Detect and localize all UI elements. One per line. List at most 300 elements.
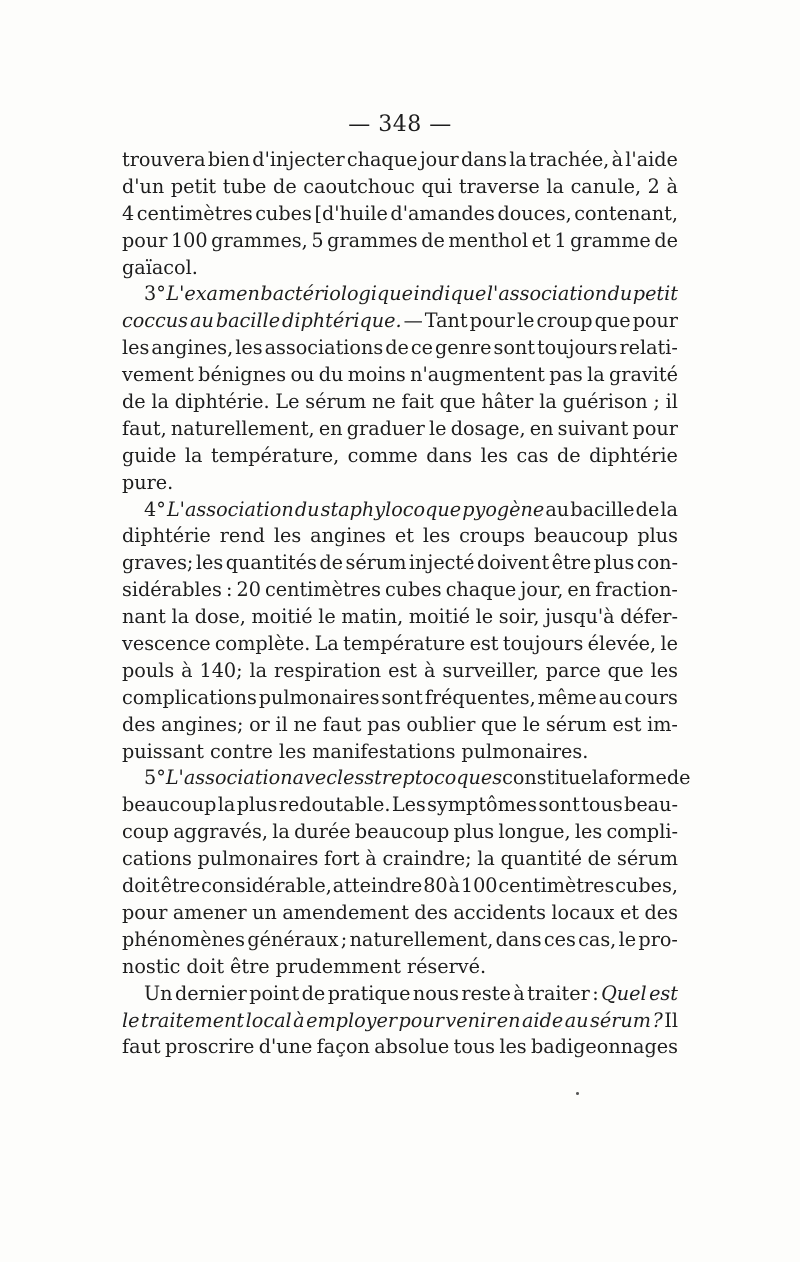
word: quantités bbox=[225, 551, 317, 575]
word: traiter bbox=[527, 981, 590, 1005]
text-line bbox=[122, 577, 678, 604]
word: tous bbox=[581, 793, 623, 817]
word: traitement bbox=[141, 1008, 245, 1032]
word: température, bbox=[210, 443, 340, 467]
word: vement bbox=[122, 363, 194, 387]
word: complète. bbox=[214, 632, 311, 656]
word: cas, bbox=[578, 927, 617, 951]
word: ce bbox=[410, 336, 433, 360]
word: le bbox=[318, 605, 336, 629]
word: sidérables bbox=[122, 578, 222, 602]
word: amener bbox=[172, 900, 247, 924]
word: jour, bbox=[520, 578, 564, 602]
word: caoutchouc bbox=[303, 174, 415, 198]
word: amendement bbox=[282, 900, 409, 924]
word: la bbox=[587, 363, 605, 387]
text-line bbox=[122, 308, 678, 335]
word: venir bbox=[445, 1008, 496, 1032]
word: sérum bbox=[545, 712, 607, 736]
word: surveiller, bbox=[442, 658, 539, 682]
word: coccus bbox=[122, 309, 188, 333]
word: gaïacol. bbox=[122, 255, 198, 279]
word: 4° bbox=[144, 497, 166, 521]
word: nostic bbox=[122, 954, 181, 978]
word: n'augmentent bbox=[410, 363, 545, 387]
word: : bbox=[225, 578, 233, 602]
word: graduer bbox=[346, 416, 425, 440]
word: jour bbox=[419, 148, 459, 171]
word: compli- bbox=[606, 820, 678, 844]
word: à bbox=[611, 148, 624, 171]
text-line bbox=[122, 819, 678, 846]
word: Un bbox=[144, 981, 173, 1005]
word: ; bbox=[653, 390, 660, 414]
word: les bbox=[336, 766, 365, 790]
word: faut bbox=[122, 1035, 161, 1059]
word: symptômes bbox=[427, 793, 537, 817]
text-line bbox=[122, 765, 691, 792]
word: 4 bbox=[122, 201, 135, 225]
word: gramme bbox=[570, 228, 651, 252]
word: les bbox=[122, 336, 150, 360]
word: absolue bbox=[374, 1035, 450, 1059]
word: badigeonnages bbox=[530, 1035, 678, 1059]
word: douces, bbox=[497, 201, 572, 225]
word: toujours bbox=[502, 632, 584, 656]
word: fréquentes, bbox=[424, 685, 536, 709]
word: Il bbox=[664, 1008, 678, 1032]
word: 80 bbox=[423, 874, 448, 898]
word: vescence bbox=[122, 632, 211, 656]
word: accidents bbox=[453, 900, 546, 924]
word: doit bbox=[122, 874, 160, 898]
word: et bbox=[531, 228, 551, 252]
word: pour bbox=[398, 1008, 444, 1032]
word: beaucoup bbox=[354, 820, 450, 844]
word: [d'huile bbox=[314, 201, 388, 225]
word: à bbox=[365, 847, 377, 871]
word: en bbox=[529, 416, 554, 440]
word: pour bbox=[632, 309, 678, 333]
word: hâter bbox=[481, 390, 534, 414]
word: généraux bbox=[247, 927, 339, 951]
word: oublier bbox=[406, 712, 476, 736]
word: tous bbox=[453, 1035, 495, 1059]
word: ? bbox=[652, 1008, 663, 1032]
word: bien bbox=[207, 148, 251, 171]
word: qui bbox=[421, 174, 453, 198]
word: à bbox=[423, 658, 436, 682]
text-line bbox=[122, 712, 678, 739]
word: forme bbox=[609, 766, 667, 790]
word: 2 bbox=[647, 174, 660, 198]
text-line bbox=[122, 792, 678, 819]
word: cas bbox=[516, 443, 549, 467]
word: du bbox=[318, 363, 344, 387]
text-line bbox=[122, 900, 678, 927]
word: considérable, bbox=[201, 874, 332, 898]
word: plus bbox=[453, 820, 495, 844]
word: la bbox=[184, 443, 203, 467]
word: ou bbox=[290, 363, 315, 387]
word: d'un bbox=[122, 174, 165, 198]
word: que bbox=[607, 658, 644, 682]
word: puissant bbox=[122, 739, 204, 763]
word: moins bbox=[347, 363, 406, 387]
word: canule, bbox=[570, 174, 642, 198]
word: sérum bbox=[345, 551, 407, 575]
word: pyogène bbox=[462, 497, 545, 521]
text-line bbox=[122, 362, 678, 389]
word: staphylocoque bbox=[320, 497, 462, 521]
word: au bbox=[545, 497, 570, 521]
word: pro- bbox=[638, 927, 678, 951]
word: la bbox=[546, 174, 564, 198]
word: traverse bbox=[458, 174, 540, 198]
word: les bbox=[278, 739, 307, 763]
word: un bbox=[252, 900, 277, 924]
word: 20 bbox=[236, 578, 261, 602]
word: longue, bbox=[498, 820, 571, 844]
word: sérum bbox=[590, 1008, 651, 1032]
word: quantité bbox=[500, 847, 582, 871]
word: naturellement, bbox=[349, 927, 494, 951]
word: pas bbox=[549, 363, 583, 387]
word: d'amandes bbox=[390, 201, 495, 225]
word: fort bbox=[324, 847, 360, 871]
word: la bbox=[151, 390, 169, 414]
word: suivant bbox=[557, 416, 629, 440]
word: 5° bbox=[144, 766, 166, 790]
word: — bbox=[403, 309, 423, 333]
word: contenant, bbox=[574, 201, 678, 225]
word: est bbox=[649, 981, 678, 1005]
word: : bbox=[592, 981, 599, 1005]
word: est bbox=[388, 658, 418, 682]
word: les bbox=[273, 524, 302, 548]
word: température bbox=[343, 632, 466, 656]
word: le bbox=[122, 1008, 140, 1032]
word: constitue bbox=[502, 766, 592, 790]
word: cubes, bbox=[615, 874, 678, 898]
word: rend bbox=[219, 524, 265, 548]
word: est bbox=[469, 632, 499, 656]
word: gravité bbox=[609, 363, 678, 387]
word: nous bbox=[412, 981, 459, 1005]
word: 140; bbox=[199, 658, 243, 682]
text-line bbox=[122, 1008, 678, 1035]
word: le bbox=[522, 712, 541, 736]
word: pour bbox=[632, 416, 678, 440]
word: ne bbox=[371, 390, 396, 414]
word: bacille bbox=[570, 497, 635, 521]
word: sérum bbox=[616, 847, 678, 871]
word: de bbox=[421, 228, 445, 252]
word: 3° bbox=[144, 282, 166, 306]
word: d'injecter bbox=[252, 148, 345, 171]
word: parce bbox=[545, 658, 601, 682]
word: ces bbox=[543, 927, 576, 951]
text-line bbox=[122, 873, 678, 900]
word: contre bbox=[209, 739, 273, 763]
text-line bbox=[122, 981, 678, 1008]
text-line bbox=[122, 228, 678, 255]
word: les bbox=[480, 443, 508, 467]
word: dosage, bbox=[450, 416, 526, 440]
word: être bbox=[551, 551, 592, 575]
word: coup bbox=[122, 820, 169, 844]
word: faut bbox=[322, 712, 362, 736]
word: cours bbox=[624, 685, 678, 709]
text-line bbox=[122, 443, 678, 470]
word: con- bbox=[636, 551, 678, 575]
word: diphtérie bbox=[589, 443, 678, 467]
word: des bbox=[644, 900, 678, 924]
text-line bbox=[122, 255, 678, 282]
word: trouvera bbox=[122, 148, 206, 171]
text-line bbox=[122, 739, 678, 766]
page-number: — 348 — bbox=[348, 112, 452, 137]
word: manifestations bbox=[312, 739, 456, 763]
word: cations bbox=[122, 847, 192, 871]
word: 1 bbox=[554, 228, 567, 252]
word: bénignes bbox=[198, 363, 287, 387]
word: les bbox=[574, 820, 603, 844]
word: pulmonaires bbox=[197, 847, 319, 871]
text-line bbox=[122, 147, 678, 174]
word: beaucoup bbox=[122, 793, 217, 817]
word: plus bbox=[593, 551, 635, 575]
word: L'examen bbox=[166, 282, 260, 306]
word: diphtérique. bbox=[282, 309, 402, 333]
word: réservé. bbox=[406, 954, 487, 978]
word: pour bbox=[122, 228, 168, 252]
word: relati- bbox=[619, 336, 678, 360]
word: L'association bbox=[165, 766, 293, 790]
word: naturellement, bbox=[170, 416, 315, 440]
word: il bbox=[665, 390, 678, 414]
text-line bbox=[122, 954, 678, 981]
word: nant bbox=[122, 605, 166, 629]
word: injecté bbox=[408, 551, 475, 575]
word: cubes bbox=[385, 578, 442, 602]
text-line bbox=[122, 631, 678, 658]
word: la bbox=[272, 820, 290, 844]
word: cubes bbox=[255, 201, 312, 225]
word: pulmonaires bbox=[258, 685, 380, 709]
word: avec bbox=[292, 766, 337, 790]
word: que bbox=[439, 390, 476, 414]
word: grammes bbox=[327, 228, 418, 252]
word: centimètres bbox=[264, 578, 381, 602]
word: beaucoup bbox=[534, 524, 629, 548]
word: sérum bbox=[305, 390, 367, 414]
word: dose, bbox=[194, 605, 246, 629]
word: dans bbox=[461, 148, 507, 171]
word: en bbox=[318, 416, 343, 440]
word: matin, bbox=[341, 605, 404, 629]
word: des bbox=[414, 900, 448, 924]
text-line bbox=[122, 201, 678, 228]
word: sont bbox=[381, 685, 423, 709]
word: croups bbox=[459, 524, 526, 548]
word: l'association bbox=[486, 282, 608, 306]
text-line bbox=[122, 174, 678, 201]
word: phénomènes bbox=[122, 927, 246, 951]
word: de bbox=[635, 497, 660, 521]
word: sont bbox=[493, 336, 535, 360]
word: associations bbox=[264, 336, 384, 360]
text-line bbox=[122, 927, 678, 954]
text-line bbox=[122, 281, 678, 308]
word: à bbox=[448, 874, 460, 898]
text-line bbox=[122, 658, 678, 685]
text-line bbox=[122, 685, 678, 712]
word: les bbox=[499, 1035, 527, 1059]
word: à bbox=[513, 981, 525, 1005]
word: indique bbox=[413, 282, 487, 306]
word: de bbox=[301, 981, 326, 1005]
word: l'aide bbox=[625, 148, 678, 171]
word: le bbox=[475, 605, 494, 629]
word: pour bbox=[122, 900, 168, 924]
word: tube bbox=[222, 174, 267, 198]
word: moitié bbox=[251, 605, 313, 629]
word: durée bbox=[294, 820, 351, 844]
word: petit bbox=[170, 174, 217, 198]
word: plus bbox=[637, 524, 678, 548]
word: angines; bbox=[161, 712, 244, 736]
word: façon bbox=[316, 1035, 370, 1059]
word: la bbox=[509, 148, 527, 171]
word: toujours bbox=[536, 336, 618, 360]
word: le bbox=[660, 632, 678, 656]
word: les bbox=[235, 336, 263, 360]
word: la bbox=[249, 658, 268, 682]
word: dans bbox=[495, 927, 542, 951]
body-text bbox=[122, 147, 691, 1061]
word: croup bbox=[536, 309, 593, 333]
word: 5 bbox=[311, 228, 324, 252]
word: la bbox=[660, 497, 678, 521]
word: être bbox=[160, 874, 201, 898]
word: reste bbox=[461, 981, 511, 1005]
word: du bbox=[607, 282, 633, 306]
word: craindre; bbox=[382, 847, 472, 871]
text-line bbox=[122, 846, 678, 873]
text-line bbox=[122, 523, 678, 550]
word: Quel bbox=[601, 981, 647, 1005]
word: proscrire bbox=[164, 1035, 255, 1059]
word: complications bbox=[122, 685, 257, 709]
word: ; bbox=[340, 927, 348, 951]
word: de bbox=[122, 390, 146, 414]
word: les bbox=[422, 524, 451, 548]
word: redoutable. bbox=[278, 793, 391, 817]
word: à bbox=[293, 1008, 305, 1032]
word: bactériologique bbox=[260, 282, 413, 306]
word: genre bbox=[434, 336, 492, 360]
word: doivent bbox=[476, 551, 550, 575]
word: les bbox=[195, 551, 224, 575]
word: le bbox=[618, 927, 637, 951]
word: fait bbox=[401, 390, 434, 414]
word: que bbox=[481, 712, 518, 736]
word: guérison bbox=[562, 390, 648, 414]
word: défer- bbox=[620, 605, 678, 629]
word: au bbox=[564, 1008, 589, 1032]
word: atteindre bbox=[332, 874, 423, 898]
text-line bbox=[122, 604, 678, 631]
word: grammes, bbox=[211, 228, 308, 252]
word: centimètres bbox=[498, 874, 615, 898]
word: prudemment bbox=[275, 954, 401, 978]
word: en bbox=[567, 578, 592, 602]
word: de bbox=[385, 336, 409, 360]
word: La bbox=[314, 632, 339, 656]
word: et bbox=[619, 900, 640, 924]
word: trachée, bbox=[529, 148, 610, 171]
word: locaux bbox=[551, 900, 615, 924]
text-line bbox=[122, 335, 678, 362]
word: en bbox=[496, 1008, 521, 1032]
word: employer bbox=[306, 1008, 398, 1032]
word: beau- bbox=[624, 793, 678, 817]
word: pratique bbox=[327, 981, 411, 1005]
word: fraction- bbox=[595, 578, 678, 602]
word: streptocoques bbox=[364, 766, 503, 790]
word: d'une bbox=[258, 1035, 313, 1059]
word: Les bbox=[391, 793, 426, 817]
text-line bbox=[122, 416, 678, 443]
word: centimètres bbox=[136, 201, 253, 225]
word: point bbox=[249, 981, 300, 1005]
word: de bbox=[273, 174, 297, 198]
word: pas bbox=[367, 712, 401, 736]
word: petit bbox=[632, 282, 678, 306]
word: aggravés, bbox=[173, 820, 268, 844]
word: au bbox=[598, 685, 623, 709]
word: est bbox=[612, 712, 642, 736]
word: de bbox=[587, 847, 612, 871]
text-line bbox=[122, 389, 678, 416]
word: du bbox=[294, 497, 320, 521]
word: L'association bbox=[166, 497, 294, 521]
word: à bbox=[181, 658, 193, 682]
word: à bbox=[666, 174, 678, 198]
word: dans bbox=[426, 443, 473, 467]
word: être bbox=[230, 954, 270, 978]
word: chaque bbox=[445, 578, 517, 602]
word: sont bbox=[538, 793, 580, 817]
word: diphtérie. bbox=[174, 390, 270, 414]
word: dernier bbox=[174, 981, 247, 1005]
word: le bbox=[429, 416, 447, 440]
word: Tant bbox=[424, 309, 468, 333]
word: et bbox=[394, 524, 414, 548]
word: guide bbox=[122, 443, 177, 467]
text-line bbox=[122, 470, 678, 497]
word: pour bbox=[469, 309, 515, 333]
word: au bbox=[190, 309, 214, 333]
text-line bbox=[122, 497, 678, 524]
word: moitié bbox=[408, 605, 470, 629]
word: im- bbox=[647, 712, 678, 736]
word: graves; bbox=[122, 551, 194, 575]
word: de bbox=[666, 766, 691, 790]
word: chaque bbox=[346, 148, 418, 171]
word: élevée, bbox=[587, 632, 657, 656]
